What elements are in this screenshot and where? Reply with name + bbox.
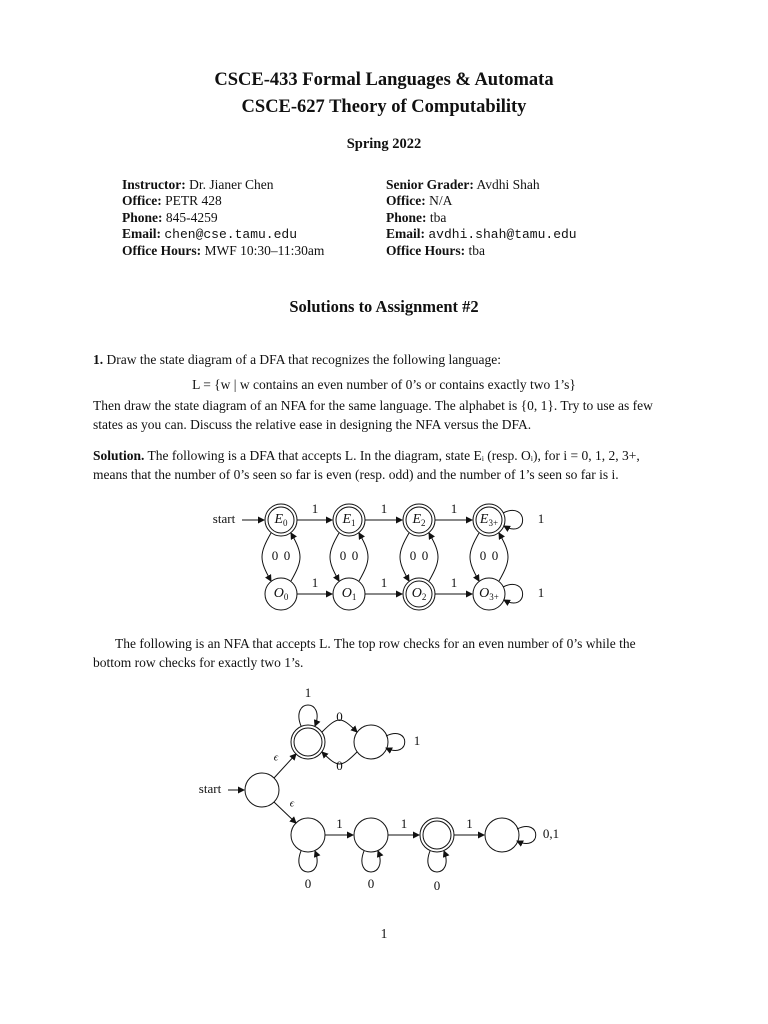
grader-hours-label: Office Hours: [386, 243, 466, 259]
dfa-one-bot-label-2: 1 [450, 574, 458, 590]
instructor-office: PETR 428 [165, 193, 222, 209]
problem-prompt-text: Draw the state diagram of a DFA that recognizes the following language: [106, 352, 501, 367]
nfa-zero-loop-label-2: 0 [433, 877, 441, 893]
problem-number: 1. [93, 352, 104, 367]
nfa-description: The following is an NFA that accepts L. The top row checks for an even number of 0’s while the bottom row checks for exactly two 1’s. [93, 636, 636, 670]
grader-hours: tba [468, 243, 485, 259]
nfa-loop-even [299, 705, 317, 726]
dfa-zero-label-b-0: 0 [283, 547, 291, 563]
problem-1-prompt [93, 350, 668, 369]
semester: Spring 2022 [346, 136, 422, 152]
instructor-email-label: Email: [122, 225, 161, 241]
nfa-zero-loop-2 [428, 851, 446, 872]
nfa-odd-to-even-label: 0 [336, 757, 343, 773]
dfa-zero-label-b-3: 0 [491, 547, 499, 563]
nfa-even-to-odd-label: 0 [336, 708, 343, 724]
grader-office: N/A [429, 193, 453, 209]
dfa-label-E0: $E_0$ [274, 512, 288, 529]
dfa-one-top-label-1: 1 [380, 500, 388, 516]
nfa-start-label: start [198, 780, 222, 796]
instructor-label: Instructor: [122, 177, 186, 192]
nfa-state-start [245, 773, 279, 807]
instructor-phone: 845-4259 [165, 209, 218, 225]
nfa-zero-loop-1 [362, 851, 380, 872]
nfa-dead-loop [517, 827, 536, 844]
dfa-loop-top-label: 1 [537, 510, 545, 526]
nfa-zero-loop-label-0: 0 [304, 875, 312, 891]
dfa-loop-bot-label: 1 [537, 584, 545, 600]
dfa-label-O1: $O_1$ [341, 586, 357, 603]
solution-text: The following is a DFA that accepts L. In the diagram, state Eᵢ (resp. Oᵢ), for i = 0, 1, 2, 3+, means that the number of 0’s seen so far is even (resp. odd) and the number of 1’s seen so far is i. [93, 448, 640, 482]
dfa-label-O0: $O_0$ [273, 586, 289, 603]
nfa-dead-loop-label: 0,1 [542, 825, 560, 841]
dfa-one-bot-label-1: 1 [380, 574, 388, 590]
instructor-hours: MWF 10:30–11:30am [204, 243, 325, 259]
nfa-state-ones-2 [420, 818, 454, 852]
solution-label: Solution. [93, 448, 145, 463]
instructor-info [122, 177, 324, 259]
grader-office-label: Office: [386, 193, 426, 209]
grader-name: Avdhi Shah [476, 177, 540, 192]
page-number: 1 [380, 926, 388, 941]
course-title-433: CSCE-433 Formal Languages & Automata [214, 70, 554, 90]
dfa-zero-down-1 [330, 533, 339, 581]
nfa-state-odd [354, 725, 388, 759]
dfa-label-E2: $E_2$ [412, 512, 426, 529]
dfa-zero-label-b-2: 0 [421, 547, 429, 563]
grader-label: Senior Grader: [386, 177, 474, 192]
nfa-loop-odd [386, 734, 405, 751]
dfa-one-top-label-0: 1 [311, 500, 319, 516]
instructor-name: Dr. Jianer Chen [189, 177, 274, 192]
dfa-zero-down-3 [470, 533, 479, 581]
dfa-zero-up-2 [429, 533, 438, 581]
dfa-start-label: start [212, 510, 236, 526]
nfa-zero-loop-0 [299, 851, 317, 872]
grader-email: avdhi.shah@tamu.edu [428, 226, 577, 242]
grader-email-label: Email: [386, 225, 425, 241]
dfa-zero-up-3 [499, 533, 508, 581]
dfa-label-E3+: $E_{3+}$ [479, 512, 499, 529]
nfa-state-ones-1 [354, 818, 388, 852]
nfa-loop-odd-label: 1 [413, 732, 421, 748]
nfa-zero-loop-label-1: 0 [367, 875, 375, 891]
dfa-zero-up-0 [291, 533, 300, 581]
dfa-zero-label-a-0: 0 [271, 547, 279, 563]
nfa-state-ones-2-accept-ring [423, 821, 451, 849]
solutions-title: Solutions to Assignment #2 [289, 297, 479, 316]
dfa-one-bot-label-0: 1 [311, 574, 319, 590]
nfa-state-ones-0 [291, 818, 325, 852]
instructor-email: chen@cse.tamu.edu [164, 226, 297, 242]
nfa-eps-top-label: ϵ [273, 751, 279, 764]
instructor-phone-label: Phone: [122, 209, 163, 225]
dfa-loop-bot [503, 584, 523, 603]
nfa-state-even [291, 725, 325, 759]
dfa-label-O2: $O_2$ [411, 586, 427, 603]
nfa-diagram [0, 680, 768, 910]
nfa-one-edge-label-1: 1 [400, 815, 408, 831]
grader-info [386, 177, 577, 259]
nfa-state-ones-3 [485, 818, 519, 852]
nfa-eps-bot-label: ϵ [289, 797, 295, 810]
problem-1-followup: Then draw the state diagram of an NFA for the same language. The alphabet is {0, 1}. Try to use as few states as you can. Discuss the relative ease in designing the NFA versus the DFA. [93, 398, 653, 432]
instructor-office-label: Office: [122, 193, 162, 209]
dfa-zero-label-b-1: 0 [351, 547, 359, 563]
dfa-one-top-label-2: 1 [450, 500, 458, 516]
dfa-zero-label-a-1: 0 [339, 547, 347, 563]
nfa-state-even-accept-ring [294, 728, 322, 756]
dfa-loop-top [503, 510, 523, 529]
dfa-label-E1: $E_1$ [342, 512, 356, 529]
language-definition: L = {w | w contains an even number of 0’s or contains exactly two 1’s} [192, 377, 576, 392]
nfa-one-edge-label-0: 1 [336, 815, 343, 831]
dfa-diagram [0, 490, 768, 620]
instructor-hours-label: Office Hours: [122, 243, 202, 259]
dfa-zero-label-a-2: 0 [409, 547, 417, 563]
dfa-zero-up-1 [359, 533, 368, 581]
nfa-loop-even-label: 1 [304, 684, 312, 700]
dfa-zero-down-2 [400, 533, 409, 581]
solution-paragraph [93, 446, 668, 484]
dfa-zero-label-a-3: 0 [479, 547, 487, 563]
dfa-label-O3+: $O_{3+}$ [479, 586, 499, 603]
dfa-zero-down-0 [262, 533, 271, 581]
course-title-627: CSCE-627 Theory of Computability [241, 97, 527, 117]
grader-phone: tba [429, 209, 447, 225]
grader-phone-label: Phone: [386, 209, 427, 225]
nfa-one-edge-label-2: 1 [466, 815, 473, 831]
